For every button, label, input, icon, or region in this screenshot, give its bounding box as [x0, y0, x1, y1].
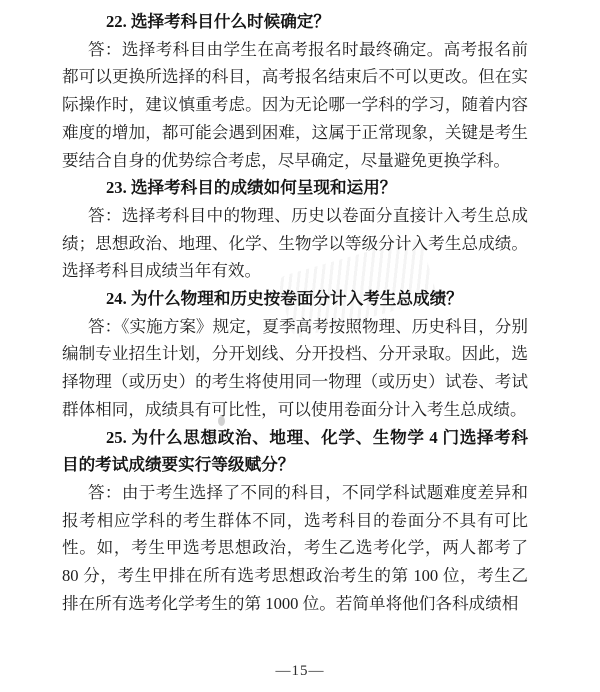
question-24-heading: 24. 为什么物理和历史按卷面分计入考生总成绩？ — [106, 289, 463, 309]
answer-24-paragraph: 答：《实施方案》规定，夏季高考按照物理、历史科目，分别编制专业招生计划，分开划线、分开投档、分开录取。因此，选择物理（或历史）的考生将使用同一物理（或历史）试卷、考试群体相同，成绩具有可比性，可以使用卷面分计入考生总成绩。 — [62, 316, 528, 419]
answer-22-paragraph: 答：选择考科目由学生在高考报名时最终确定。高考报名前都可以更换所选择的科目，高考报名结束后不可以更改。但在实际操作时，建议慎重考虑。因为无论哪一学科的学习，随着内容难度的增加，都可能会遇到困难，这属于正常现象，关键是考生要结合自身的优势综合考虑，尽早确定，尽量避免更换学科。 — [62, 39, 528, 170]
document-content — [62, 8, 528, 617]
question-25-heading: 25. 为什么思想政治、地理、化学、生物学 4 门选择考科目的考试成绩要实行等级赋分？ — [62, 427, 528, 475]
page-number: —15— — [275, 663, 325, 679]
question-22-heading: 22. 选择考科目什么时候确定？ — [106, 12, 331, 31]
answer-23-paragraph: 答：选择考科目中的物理、历史以卷面分直接计入考生总成绩；思想政治、地理、化学、生物学以等级分计入考生总成绩。选择考科目成绩当年有效。 — [62, 205, 528, 281]
question-23-heading: 23. 选择考科目的成绩如何呈现和运用？ — [106, 178, 397, 198]
answer-25-paragraph: 答：由于考生选择了不同的科目，不同学科试题难度差异和报考相应学科的考生群体不同，选考科目的卷面分不具有可比性。如，考生甲选考思想政治，考生乙选考化学，两人都考了 80 分，考生甲排在所有选考思想政治考生的第 100 位，考生乙排在所有选考化学考生的第 1000 位。若简单将他们各科成绩相 — [62, 482, 528, 613]
